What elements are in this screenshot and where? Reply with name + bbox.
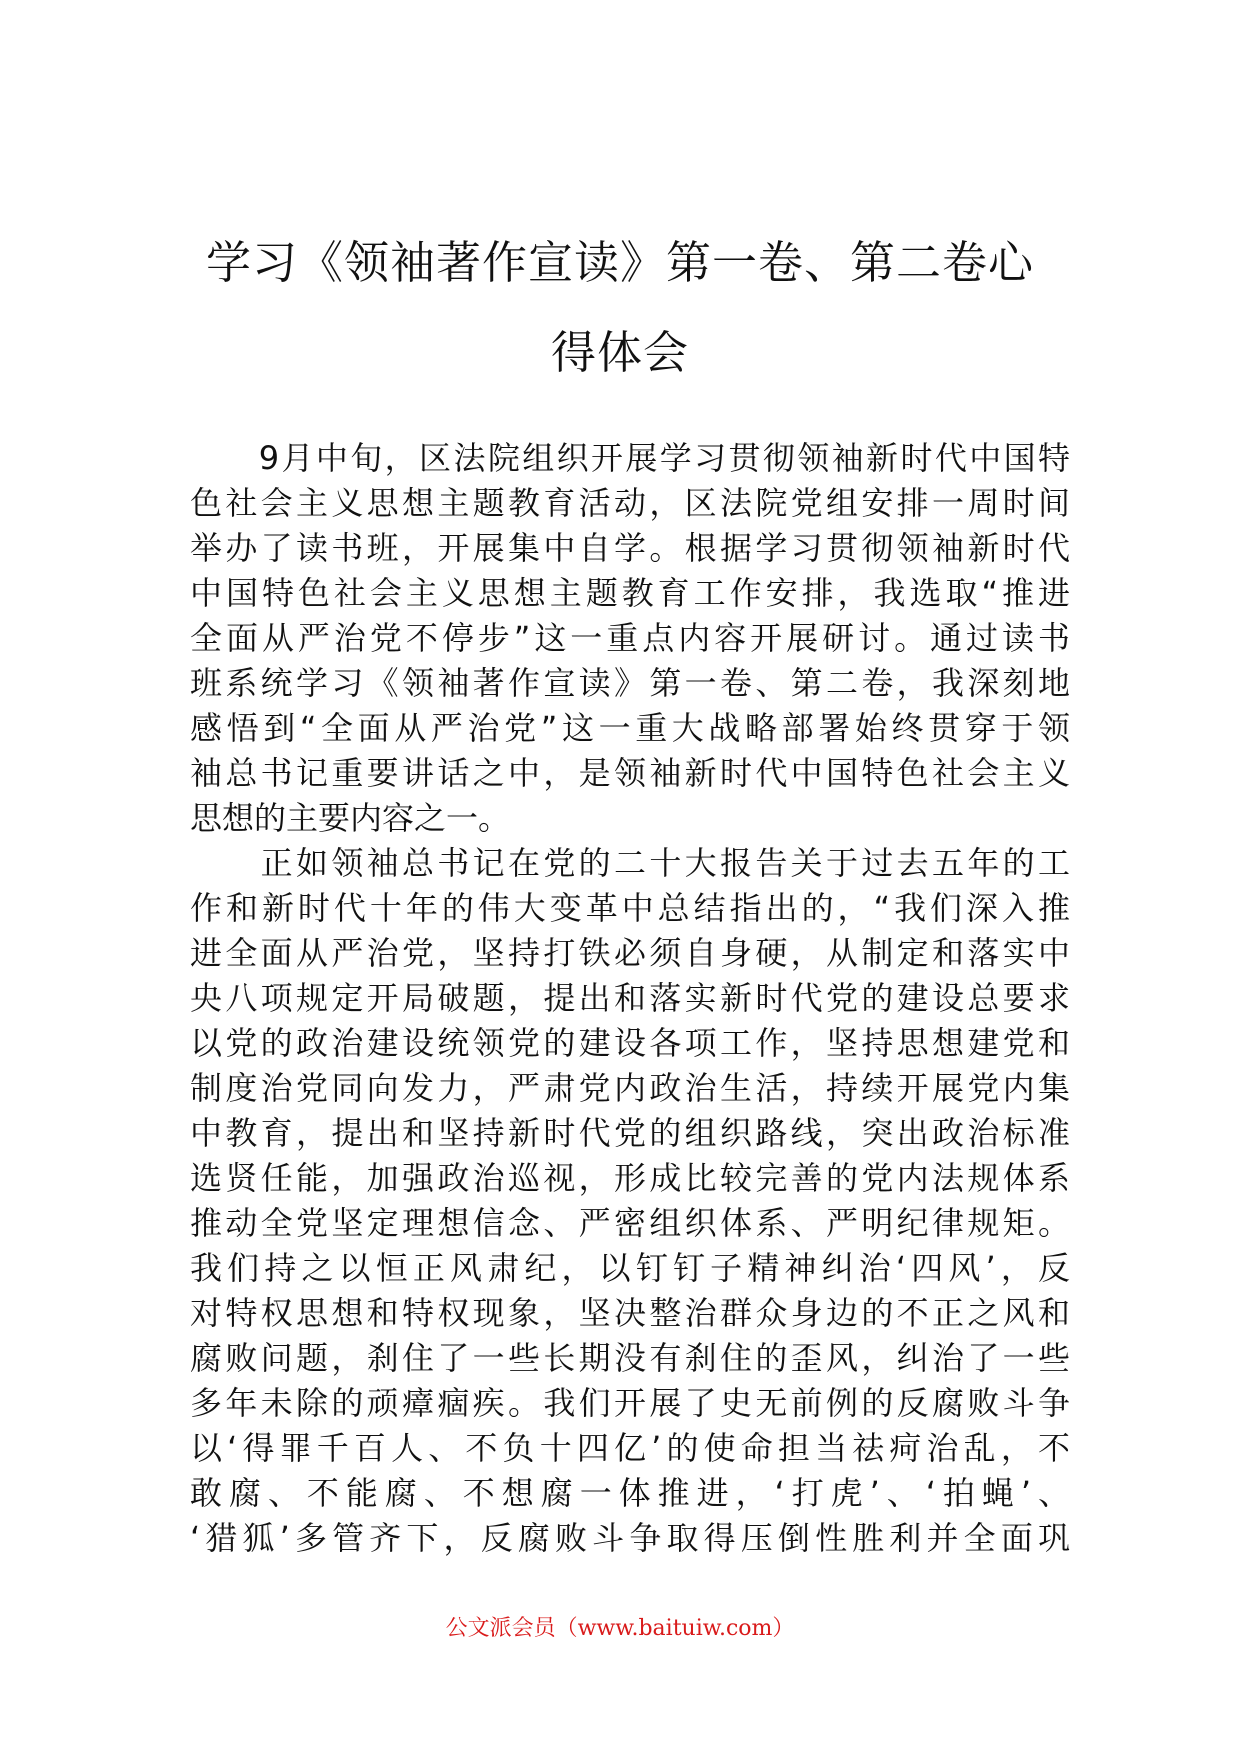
body-line: 9月中旬，区法院组织开展学习贯彻领袖新时代中国特 [190,439,1070,477]
body-line: 班系统学习《领袖著作宣读》第一卷、第二卷，我深刻地 [190,664,1070,702]
body-line: 全面从严治党不停步”这一重点内容开展研讨。通过读书 [190,619,1070,657]
body-line: 作和新时代十年的伟大变革中总结指出的，“我们深入推 [190,889,1070,927]
body-line: 色社会主义思想主题教育活动，区法院党组安排一周时间 [190,484,1070,522]
body-line: 选贤任能，加强政治巡视，形成比较完善的党内法规体系 [190,1159,1070,1197]
body-line: 中国特色社会主义思想主题教育工作安排，我选取“推进 [190,574,1070,612]
body-line: 央八项规定开局破题，提出和落实新时代党的建设总要求 [190,979,1070,1017]
footer-watermark: 公文派会员（www.baituiw.com） [445,1616,795,1641]
body-line: 推动全党坚定理想信念、严密组织体系、严明纪律规矩。 [190,1204,1070,1242]
body-line: 我们持之以恒正风肃纪，以钉钉子精神纠治‘四风’，反 [190,1249,1070,1287]
body-line: 对特权思想和特权现象，坚决整治群众身边的不正之风和 [190,1294,1070,1332]
body-line: 感悟到“全面从严治党”这一重大战略部署始终贯穿于领 [190,709,1070,747]
document-body [190,436,1070,1561]
body-line: 敢腐、不能腐、不想腐一体推进，‘打虎’、‘拍蝇’、 [190,1474,1070,1512]
body-line: 以‘得罪千百人、不负十四亿’的使命担当祛疴治乱，不 [190,1429,1070,1467]
body-line: 腐败问题，刹住了一些长期没有刹住的歪风，纠治了一些 [190,1339,1070,1377]
body-line: 多年未除的顽瘴痼疾。我们开展了史无前例的反腐败斗争 [190,1384,1070,1422]
document-title-line-2: 得体会 [550,326,689,379]
body-line: 袖总书记重要讲话之中，是领袖新时代中国特色社会主义 [190,754,1070,792]
body-line: 正如领袖总书记在党的二十大报告关于过去五年的工 [190,844,1070,882]
body-line: 进全面从严治党，坚持打铁必须自身硬，从制定和落实中 [190,934,1070,972]
body-line: 以党的政治建设统领党的建设各项工作，坚持思想建党和 [190,1024,1070,1062]
body-line: ‘猎狐’多管齐下，反腐败斗争取得压倒性胜利并全面巩 [190,1519,1070,1557]
body-line: 中教育，提出和坚持新时代党的组织路线，突出政治标准 [190,1114,1070,1152]
document-title-line-1: 学习《领袖著作宣读》第一卷、第二卷心 [205,236,1034,289]
body-line: 思想的主要内容之一。 [190,799,511,837]
body-line: 举办了读书班，开展集中自学。根据学习贯彻领袖新时代 [190,529,1070,567]
body-line: 制度治党同向发力，严肃党内政治生活，持续开展党内集 [190,1069,1070,1107]
